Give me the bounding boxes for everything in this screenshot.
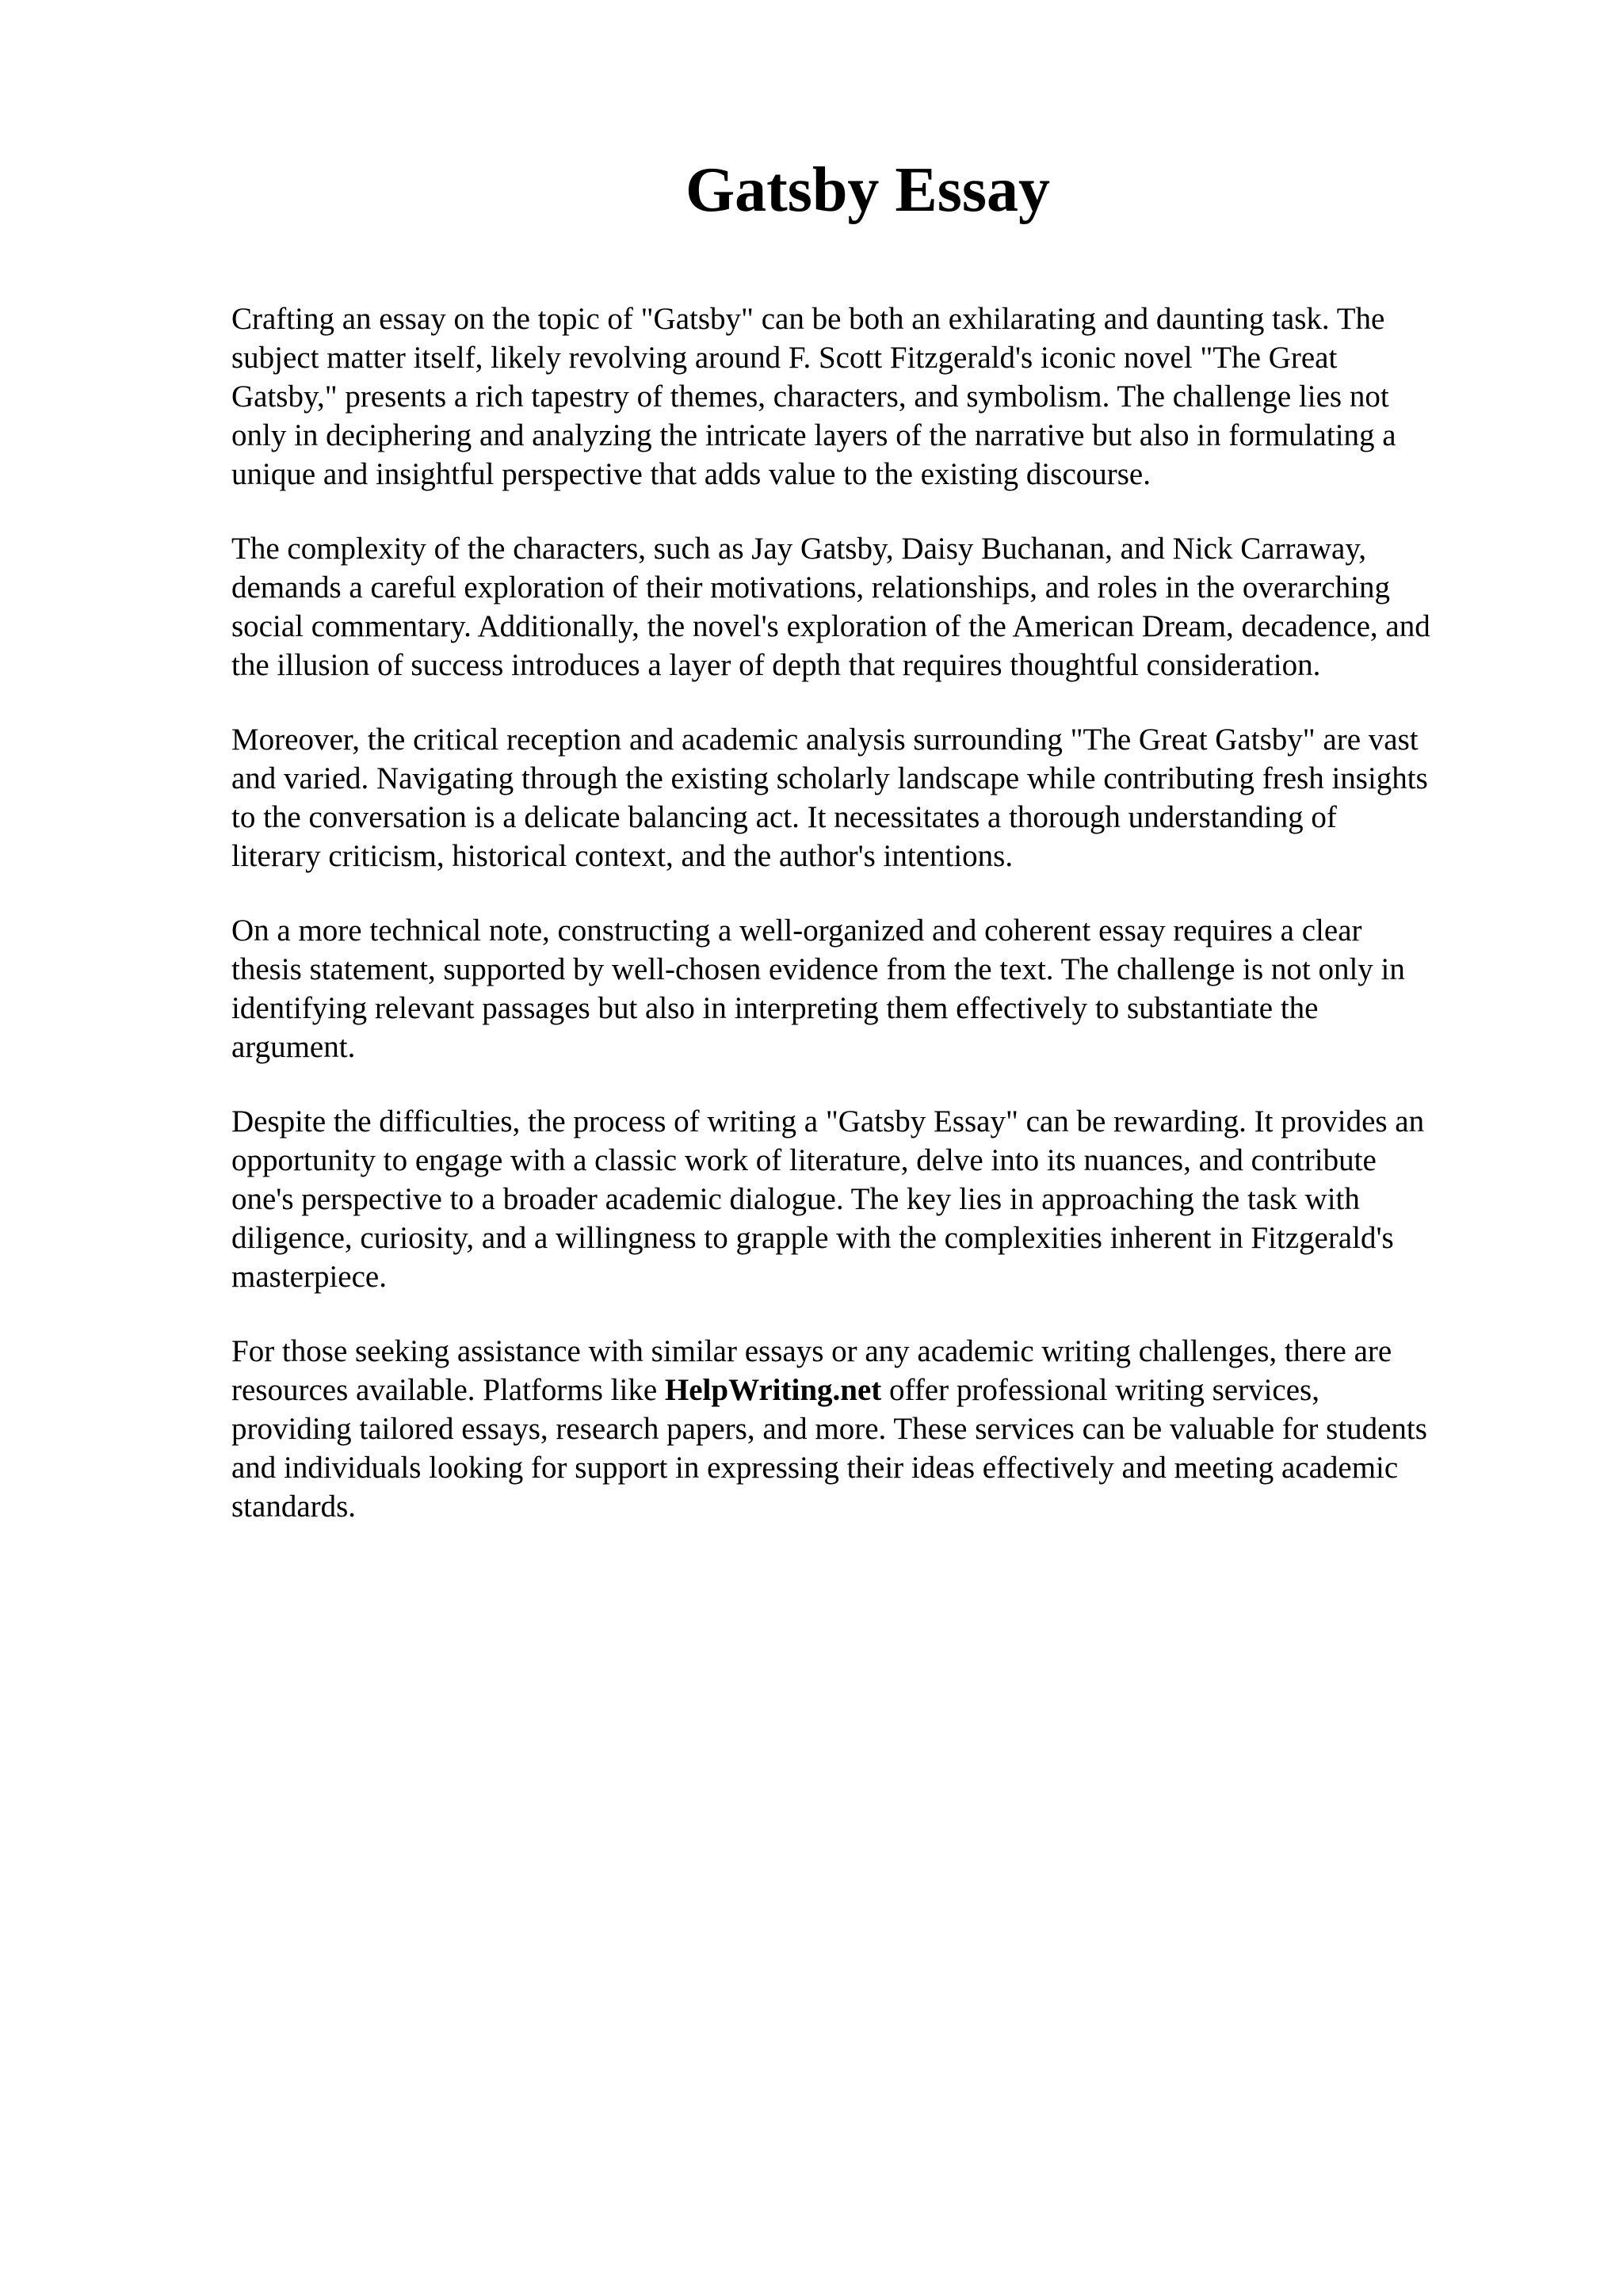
paragraph-line: and varied. Navigating through the existing scholarly landscape while contributing fresh insights (231, 761, 1428, 795)
paragraph-line: one's perspective to a broader academic dialogue. The key lies in approaching the task with (231, 1182, 1360, 1216)
paragraph-line: only in deciphering and analyzing the intricate layers of the narrative but also in formulating a (231, 418, 1396, 452)
paragraph-line: thesis statement, supported by well-chosen evidence from the text. The challenge is not only in (231, 952, 1405, 986)
paragraph-line: argument. (231, 1030, 356, 1064)
helpwriting-link[interactable]: HelpWriting.net (664, 1373, 882, 1407)
paragraph-line: Despite the difficulties, the process of writing a "Gatsby Essay" can be rewarding. It provides an (231, 1104, 1425, 1138)
paragraph-text: offer professional writing services, (881, 1373, 1319, 1407)
document-body (231, 299, 1531, 1562)
paragraph-line: Gatsby," presents a rich tapestry of themes, characters, and symbolism. The challenge lies not (231, 379, 1389, 414)
paragraph-line: subject matter itself, likely revolving around F. Scott Fitzgerald's iconic novel "The Great (231, 341, 1338, 375)
paragraph-text: resources available. Platforms like (231, 1373, 665, 1407)
paragraph-line: masterpiece. (231, 1260, 387, 1294)
paragraph-line: Moreover, the critical reception and academic analysis surrounding "The Great Gatsby" are vast (231, 723, 1419, 757)
paragraph-line: diligence, curiosity, and a willingness to grapple with the complexities inherent in Fitzgerald's (231, 1221, 1394, 1255)
paragraph-line: standards. (231, 1489, 357, 1524)
document-title: Gatsby Essay (685, 155, 1051, 225)
paragraph-line: unique and insightful perspective that adds value to the existing discourse. (231, 457, 1151, 491)
paragraph-2 (231, 529, 1531, 685)
paragraph-line: providing tailored essays, research papers, and more. These services can be valuable for students (231, 1412, 1427, 1446)
paragraph-line: the illusion of success introduces a layer of depth that requires thoughtful consideration. (231, 648, 1321, 682)
paragraph-line: Crafting an essay on the topic of "Gatsby" can be both an exhilarating and daunting task. The (231, 302, 1385, 336)
paragraph-line (231, 1371, 1531, 1409)
paragraph-line: For those seeking assistance with similar essays or any academic writing challenges, there are (231, 1334, 1392, 1368)
paragraph-3 (231, 720, 1531, 875)
paragraph-4 (231, 911, 1531, 1066)
paragraph-line: On a more technical note, constructing a well-organized and coherent essay requires a clear (231, 913, 1362, 948)
paragraph-line: literary criticism, historical context, and the author's intentions. (231, 839, 1014, 873)
paragraph-line: identifying relevant passages but also in interpreting them effectively to substantiate the (231, 991, 1319, 1025)
paragraph-line: The complexity of the characters, such as Jay Gatsby, Daisy Buchanan, and Nick Carraway, (231, 532, 1367, 566)
paragraph-line: and individuals looking for support in expressing their ideas effectively and meeting academic (231, 1451, 1399, 1485)
paragraph-line: opportunity to engage with a classic work of literature, delve into its nuances, and contribute (231, 1143, 1377, 1177)
paragraph-1 (231, 299, 1531, 494)
paragraph-5 (231, 1102, 1531, 1296)
paragraph-line: demands a careful exploration of their motivations, relationships, and roles in the overarching (231, 570, 1391, 605)
paragraph-6 (231, 1332, 1531, 1526)
paragraph-line: to the conversation is a delicate balancing act. It necessitates a thorough understanding of (231, 800, 1337, 834)
paragraph-line: social commentary. Additionally, the novel's exploration of the American Dream, decadence, and (231, 609, 1430, 643)
